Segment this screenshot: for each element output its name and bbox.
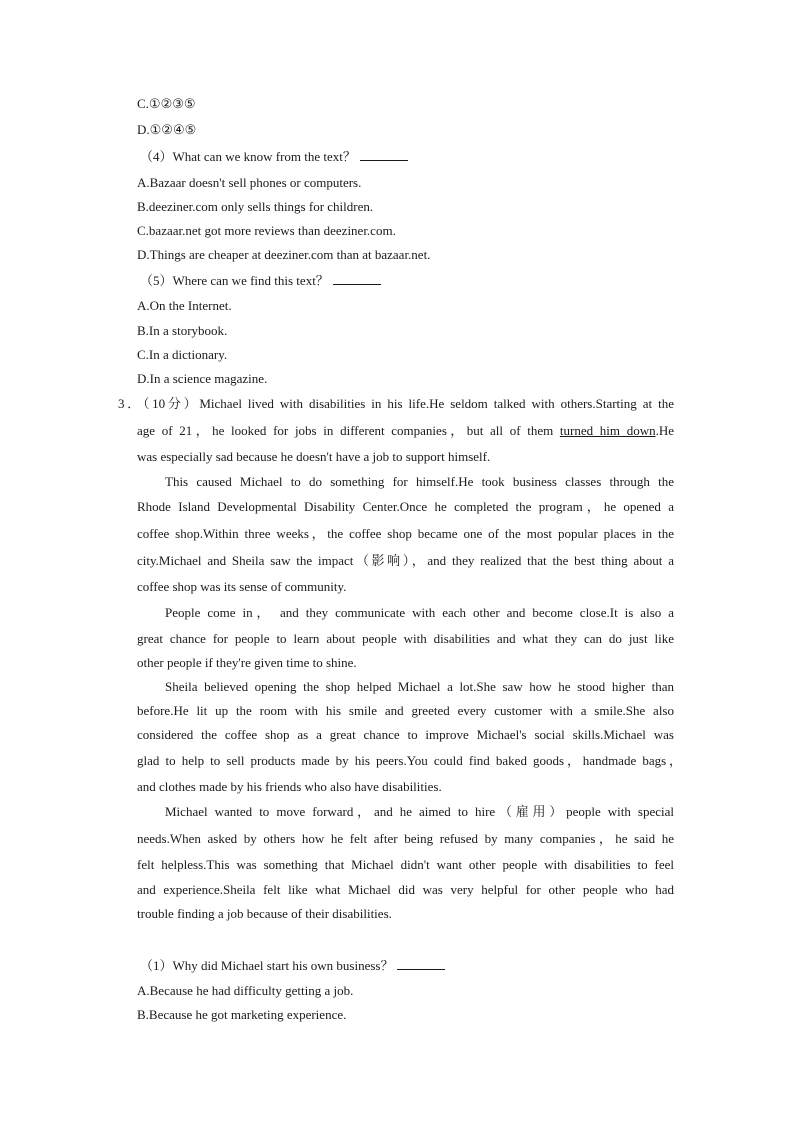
question-5: [140, 272, 381, 289]
passage-line: needs.When asked by others how he felt after being refused by many companies，he said he: [137, 831, 674, 846]
passage-line: coffee shop was its sense of community.: [137, 579, 347, 594]
passage-line: People come in， and they communicate with each other and become close.It is also a: [165, 605, 674, 620]
q1-option-a: A.Because he had difficulty getting a job.: [137, 983, 354, 998]
passage-text: .He: [655, 423, 674, 438]
passage-line: trouble finding a job because of their disabilities.: [137, 906, 392, 921]
question-4: [140, 148, 408, 165]
q5-option-b: B.In a storybook.: [137, 323, 228, 338]
q4-option-c: C.bazaar.net got more reviews than deeziner.com.: [137, 223, 396, 238]
answer-blank[interactable]: [360, 148, 408, 161]
q4-option-b: B.deeziner.com only sells things for children.: [137, 199, 374, 214]
q5-option-d: D.In a science magazine.: [137, 371, 268, 386]
option-c: C.①②③⑤: [137, 96, 196, 111]
option-d: D.①②④⑤: [137, 122, 197, 137]
passage-line: and clothes made by his friends who also have disabilities.: [137, 779, 442, 794]
q5-option-c: C.In a dictionary.: [137, 347, 228, 362]
question-1-text: （1）Why did Michael start his own business？: [140, 958, 394, 973]
passage-line: before.He lit up the room with his smile and greeted every customer with a smile.She also: [137, 703, 674, 718]
answer-blank[interactable]: [397, 957, 445, 970]
passage-line: 3．（10分）Michael lived with disabilities in his life.He seldom talked with others.Starting at the: [118, 396, 674, 411]
passage-line: Rhode Island Developmental Disability Center.Once he completed the program，he opened a: [137, 499, 674, 514]
passage-line: other people if they're given time to shine.: [137, 655, 357, 670]
passage-line: [137, 423, 674, 439]
passage-line: and experience.Sheila felt like what Michael did was very helpful for other people who had: [137, 882, 674, 897]
passage-line: felt helpless.This was something that Michael didn't want other people with disabilities to feel: [137, 857, 674, 872]
question-5-text: （5）Where can we find this text？: [140, 273, 329, 288]
question-4-text: （4）What can we know from the text？: [140, 149, 356, 164]
passage-line: great chance for people to learn about people with disabilities and what they can do just like: [137, 631, 674, 646]
question-1: [140, 957, 445, 974]
passage-line: glad to help to sell products made by his peers.You could find baked goods，handmade bags，: [137, 753, 682, 768]
q4-option-a: A.Bazaar doesn't sell phones or computers.: [137, 175, 362, 190]
q1-option-b: B.Because he got marketing experience.: [137, 1007, 347, 1022]
passage-line: Sheila believed opening the shop helped Michael a lot.She saw how he stood higher than: [165, 679, 674, 694]
q4-option-d: D.Things are cheaper at deeziner.com than at bazaar.net.: [137, 247, 431, 262]
passage-line: This caused Michael to do something for himself.He took business classes through the: [165, 474, 674, 489]
passage-text: age of 21，he looked for jobs in different companies，but all of them: [137, 423, 554, 438]
underlined-phrase: turned him down: [559, 423, 656, 438]
passage-line: Michael wanted to move forward，and he aimed to hire（雇用）people with special: [165, 804, 674, 819]
answer-blank[interactable]: [333, 272, 381, 285]
passage-line: considered the coffee shop as a great chance to improve Michael's social skills.Michael was: [137, 727, 674, 742]
passage-line: was especially sad because he doesn't have a job to support himself.: [137, 449, 491, 464]
q5-option-a: A.On the Internet.: [137, 298, 232, 313]
passage-line: coffee shop.Within three weeks，the coffee shop became one of the most popular places in the: [137, 526, 674, 541]
passage-line: city.Michael and Sheila saw the impact（影响），and they realized that the best thing about a: [137, 553, 674, 568]
